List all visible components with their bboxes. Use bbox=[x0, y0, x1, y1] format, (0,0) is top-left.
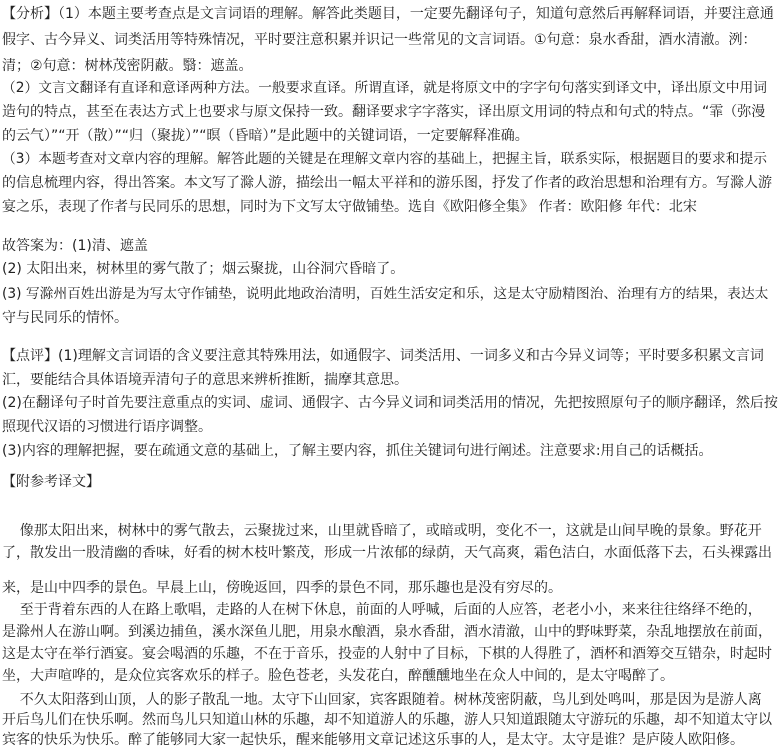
analysis-line-9: 宴之乐，表现了作者与民同乐的思想，同时为下文写太守做铺垫。选自《欧阳修全集》 作者：欧阳修 年代：北宋 bbox=[2, 199, 697, 215]
comment-line-3: (2)在翻译句子时首先要注意重点的实词、虚词、通假字、古今异义词和词类活用的情况，先把按照原句子的顺序翻译，然后按 bbox=[2, 395, 778, 411]
translation-line-7: 坐，大声喧哗的，是众位宾客欢乐的样子。脸色苍老，头发花白，醉醺醺地坐在众人中间的，是太守喝醉了。 bbox=[2, 668, 674, 684]
comment-line-5: (3)内容的理解把握，要在疏通文意的基础上，了解主要内容，抓住关键词句进行阐述。注意要求:用自己的话概括。 bbox=[2, 443, 713, 459]
translation-line-5: 是滁州人在游山啊。到溪边捕鱼，溪水深鱼儿肥，用泉水酿酒，泉水香甜，酒水清澈，山中的野味野菜，杂乱地摆放在前面， bbox=[2, 624, 772, 640]
translation-line-10: 宾客的快乐为快乐。醉了能够同大家一起快乐，醒来能够用文章记述这乐事的人，是太守。太守是谁？是庐陵人欧阳修。 bbox=[2, 732, 744, 748]
translation-line-9: 开后鸟儿们在快乐啊。然而鸟儿只知道山林的乐趣，却不知道游人的乐趣，游人只知道跟随太守游玩的乐趣，却不知道太守以 bbox=[2, 712, 772, 728]
analysis-line-4: （2）文言文翻译有直译和意译两种方法。一般要求直译。所谓直译，就是将原文中的字字句句落实到译文中，译出原文中用词 bbox=[2, 80, 768, 96]
translation-header: 【附参考译文】 bbox=[2, 474, 100, 490]
translation-line-4: 至于背着东西的人在路上歌唱，走路的人在树下休息，前面的人呼喊，后面的人应答，老老小小，来来往往络绎不绝的， bbox=[2, 602, 762, 618]
analysis-line-7: （3）本题考查对文章内容的理解。解答此题的关键是在理解文章内容的基础上，把握主旨，联系实际，根据题目的要求和提示 bbox=[2, 151, 768, 167]
analysis-line-6: 的云气）”“开（散）”“归（聚拢）”“暝（昏暗）”是此题中的关键词语，一定要解释准确。 bbox=[2, 128, 529, 144]
analysis-line-3: 清；②句意：树林茂密阴蔽。翳：遮盖。 bbox=[2, 58, 253, 74]
analysis-header: 【分析】 bbox=[2, 6, 58, 22]
answer-line-2: (2) 太阳出来，树林里的雾气散了；烟云聚拢，山谷洞穴昏暗了。 bbox=[2, 261, 405, 277]
analysis-line-5: 造句的特点，甚至在表达方式上也要求与原文保持一致。翻译要求字字落实，译出原文用词的特点和句式的特点。“霏（弥漫 bbox=[2, 104, 766, 120]
answer-line-1: 故答案为：(1)清、遮盖 bbox=[2, 238, 148, 254]
comment-line-1: 【点评】(1)理解文言词语的含义要注意其特殊用法，如通假字、词类活用、一词多义和古今异义词等；平时要多积累文言词 bbox=[2, 348, 764, 364]
translation-line-6: 这是太守在举行酒宴。宴会喝酒的乐趣，不在于音乐，投壶的人射中了目标，下棋的人得胜了，酒杯和酒筹交互错杂，时起时 bbox=[2, 646, 772, 662]
analysis-line-8: 的信息梳理内容，得出答案。本文写了滁人游，描绘出一幅太平祥和的游乐图，抒发了作者的政治思想和治理有方。写滁人游 bbox=[2, 175, 772, 191]
comment-line-4: 照现代汉语的习惯进行语序调整。 bbox=[2, 419, 212, 435]
comment-header: 【点评】 bbox=[2, 348, 58, 364]
comment-line-2: 汇，要能结合具体语境弄清句子的意思来辨析推断，揣摩其意思。 bbox=[2, 372, 408, 388]
analysis-line-2: 假字、古今异义、词类活用等特殊情况，平时要注意积累并识记一些常见的文言词语。①句意：泉水香甜，酒水清澈。洌： bbox=[2, 32, 757, 48]
answer-line-4: 守与民同乐的情怀。 bbox=[2, 310, 128, 326]
translation-line-8: 不久太阳落到山顶，人的影子散乱一地。太守下山回家，宾客跟随着。树林茂密阴蔽，鸟儿到处鸣叫，那是因为是游人离 bbox=[2, 692, 762, 708]
analysis-line-1: 【分析】（1）本题主要考查点是文言词语的理解。解答此类题目，一定要先翻译句子，知道句意然后再解释词语，并要注意通 bbox=[2, 6, 774, 22]
translation-line-2: 了，散发出一股清幽的香味，好看的树木枝叶繁茂，形成一片浓郁的绿荫，天气高爽，霜色洁白，水面低落下去，石头裸露出 bbox=[2, 545, 772, 561]
translation-line-3: 来，是山中四季的景色。早晨上山，傍晚返回，四季的景色不同，那乐趣也是没有穷尽的。 bbox=[2, 580, 562, 596]
answer-line-3: (3) 写滁州百姓出游是为写太守作铺垫，说明此地政治清明，百姓生活安定和乐，这是太守励精图治、治理有方的结果，表达太 bbox=[2, 286, 769, 302]
translation-line-1: 像那太阳出来，树林中的雾气散去，云聚拢过来，山里就昏暗了，或暗或明，变化不一，这就是山间早晚的景象。野花开 bbox=[2, 523, 762, 539]
